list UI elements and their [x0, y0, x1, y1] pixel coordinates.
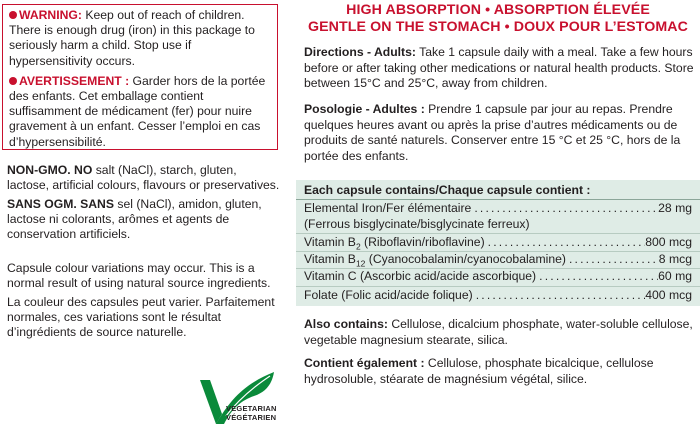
- warning-en: WARNING: Keep out of reach of children. There is enough drug (iron) in this package to seriously harm a child. Stop use if hypersensitivity occurs.: [9, 8, 255, 68]
- ingredient-row: (Ferrous bisglycinate/bisglycinate ferreux): [304, 217, 530, 231]
- vegetarian-label: VEGETARIAN VÉGÉTARIEN: [226, 404, 277, 422]
- divider: [296, 233, 700, 234]
- ingredient-row: Elemental Iron/Fer élémentaire . . . 28 mg: [304, 201, 692, 216]
- headline-line2: GENTLE ON THE STOMACH • DOUX POUR L’ESTOMAC: [307, 19, 688, 35]
- leader-dots: [471, 201, 658, 216]
- headline-line1: HIGH ABSORPTION • ABSORPTION ÉLEVÉE: [346, 2, 650, 18]
- divider: [296, 199, 700, 200]
- also-contains-en: Also contains: Cellulose, dicalcium phosphate, water-soluble cellulose, vegetable magnesium stearate, silica.: [304, 317, 693, 347]
- ingredient-row: Vitamin C (Ascorbic acid/acide ascorbique) . . . 60 mg: [304, 269, 692, 284]
- ingredients-heading: Each capsule contains/Chaque capsule contient :: [304, 183, 591, 197]
- leader-dots: [536, 269, 658, 284]
- directions-en: Directions - Adults: Take 1 capsule daily with a meal. Take a few hours before or after taking other medications or natural health products. Store between 15°C and 25°C, away from children.: [304, 45, 694, 91]
- left-column: [0, 0, 285, 431]
- non-gmo-en: NON-GMO. NO salt (NaCl), starch, gluten, lactose, artificial colours, flavours or preservatives.: [7, 163, 280, 193]
- warning-fr: AVERTISSEMENT : Garder hors de la portée des enfants. Cet emballage contient suffisamment de médicament (fer) pour nuire gravement à un enfant. Cesser l’emploi en cas d’hypersensibilité.: [9, 73, 266, 149]
- leader-dots: [566, 252, 659, 267]
- directions-fr: Posologie - Adultes : Prendre 1 capsule par jour au repas. Prendre quelques heures avant ou après la prise d’autres médicaments ou de produits de santé naturels. Conserver entre 15 °C et 25 °C, hors de la portée des enfants.: [304, 102, 681, 163]
- colour-note-fr: La couleur des capsules peut varier. Parfaitement normales, ces variations sont le résultat d’ingrédients de source naturelle.: [7, 295, 275, 340]
- ingredients-panel-tail: [296, 286, 700, 306]
- colour-note-en: Capsule colour variations may occur. This is a normal result of using natural source ingredients.: [7, 261, 271, 291]
- ingredient-row: Vitamin $B_{12}$ (Cyanocobalamin/cyanocobalamine) . . . 8 mcg: [304, 252, 692, 267]
- ingredient-row: Folate (Folic acid/acide folique) . . . 400 mcg: [304, 288, 692, 303]
- divider: [296, 286, 700, 287]
- bullet-icon: [9, 11, 17, 19]
- bullet-icon: [9, 77, 17, 85]
- right-column: [296, 0, 700, 431]
- leader-dots: [485, 235, 646, 250]
- warning-box: [2, 4, 278, 150]
- ingredient-row: Vitamin $B_2$ (Riboflavin/riboflavine) . . . 800 mcg: [304, 235, 692, 250]
- ingredients-panel: [296, 180, 700, 286]
- leader-dots: [473, 288, 646, 303]
- non-gmo-fr: SANS OGM. SANS sel (NaCl), amidon, gluten, lactose ni colorants, arômes et agents de conservation artificiels.: [7, 197, 262, 242]
- also-contains-fr: Contient également : Cellulose, phosphate bicalcique, cellulose hydrosoluble, stéarate de magnésium végétal, silice.: [304, 356, 654, 386]
